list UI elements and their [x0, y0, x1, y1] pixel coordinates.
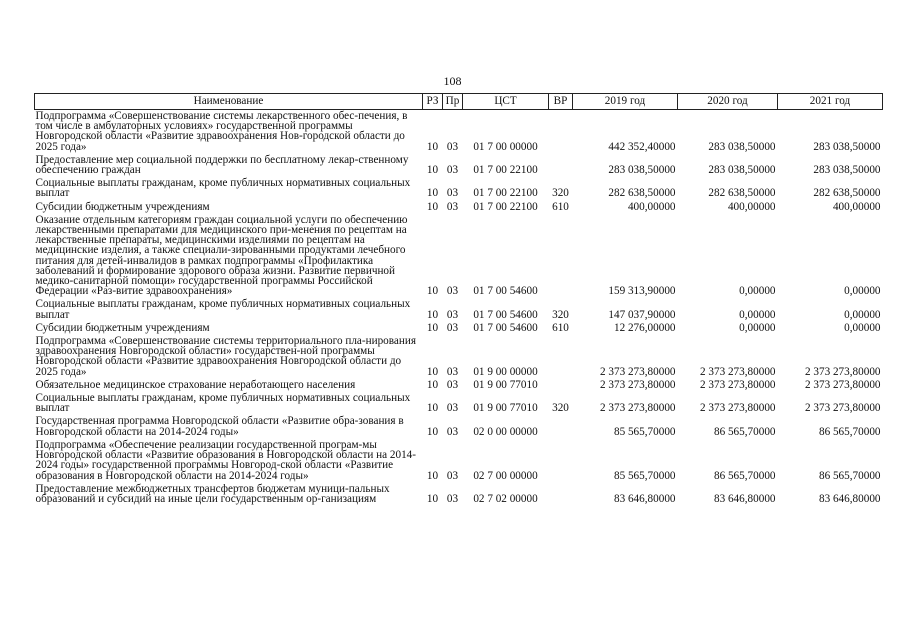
row-cst: 01 7 00 54600 [473, 321, 538, 334]
row-pr: 03 [446, 365, 459, 378]
row-name: Государственная программа Новгородской области «Развитие обра-зования в Новгородской области на 2014-2024 годы» [35, 415, 404, 438]
header-rz: РЗ [423, 94, 443, 110]
row-vr [549, 110, 573, 154]
row-name: Социальные выплаты гражданам, кроме публичных нормативных социальных выплат [35, 392, 411, 415]
table-header-row [35, 94, 883, 110]
table-row [35, 110, 883, 154]
row-cst: 01 7 00 54600 [473, 308, 538, 321]
row-value-2020: 283 038,50000 [708, 164, 776, 177]
row-name: Обязательное медицинское страхование неработающего населения [35, 378, 356, 391]
table-row [35, 379, 883, 392]
table-row [35, 214, 883, 299]
row-rz: 10 [426, 187, 439, 200]
row-cst: 01 7 00 00000 [473, 140, 538, 153]
row-value-2019: 442 352,40000 [608, 140, 676, 153]
row-name: Социальные выплаты гражданам, кроме публичных нормативных социальных выплат [35, 298, 411, 321]
row-value-2021: 86 565,70000 [818, 425, 881, 438]
row-value-2019: 400,00000 [627, 200, 676, 213]
row-rz: 10 [426, 402, 439, 415]
row-value-2019: 83 646,80000 [613, 492, 676, 505]
table-row [35, 201, 883, 214]
row-value-2019: 85 565,70000 [613, 425, 676, 438]
row-pr: 03 [446, 425, 459, 438]
row-pr: 03 [446, 402, 459, 415]
row-value-2021: 400,00000 [832, 200, 881, 213]
row-value-2019: 2 373 273,80000 [599, 378, 676, 391]
row-pr: 03 [446, 492, 459, 505]
row-vr: 320 [552, 187, 569, 200]
row-value-2020: 0,00000 [739, 308, 776, 321]
row-rz: 10 [426, 321, 439, 334]
header-vr: ВР [549, 94, 573, 110]
row-vr [549, 483, 573, 506]
row-value-2020: 283 038,50000 [708, 140, 776, 153]
row-vr [549, 379, 573, 392]
row-cst: 01 7 00 22100 [473, 164, 538, 177]
row-pr: 03 [446, 140, 459, 153]
table-row [35, 483, 883, 506]
row-rz: 10 [426, 308, 439, 321]
row-cst: 01 9 00 77010 [473, 402, 538, 415]
row-vr [549, 154, 573, 177]
header-2021: 2021 год [778, 94, 883, 110]
row-value-2020: 83 646,80000 [713, 492, 776, 505]
row-vr: 610 [552, 200, 569, 213]
row-cst: 02 0 00 00000 [473, 425, 538, 438]
row-name: Предоставление мер социальной поддержки по бесплатному лекар-ственному обеспечению граждан [35, 153, 409, 177]
row-pr: 03 [446, 164, 459, 177]
row-name: Подпрограмма «Совершенствование системы лекарственного обес-печения, в том числе в амбулаторных условиях» государственной программы Новгородской области «Развитие здравоохранения Нов-городской области до 2025 года» [35, 110, 408, 153]
row-name: Социальные выплаты гражданам, кроме публичных нормативных социальных выплат [35, 177, 411, 200]
row-rz: 10 [426, 140, 439, 153]
row-cst: 02 7 00 00000 [473, 469, 538, 482]
row-cst: 01 7 00 22100 [473, 200, 538, 213]
row-value-2021: 83 646,80000 [818, 492, 881, 505]
row-vr: 610 [552, 321, 569, 334]
row-value-2021: 0,00000 [844, 285, 881, 298]
header-name: Наименование [35, 94, 423, 110]
row-value-2021: 282 638,50000 [813, 187, 881, 200]
row-value-2020: 0,00000 [739, 321, 776, 334]
header-cst: ЦСТ [463, 94, 549, 110]
header-2019: 2019 год [573, 94, 678, 110]
header-pr: Пр [443, 94, 463, 110]
row-value-2019: 12 276,00000 [613, 321, 676, 334]
table-row [35, 392, 883, 415]
row-value-2021: 2 373 273,80000 [804, 402, 881, 415]
row-rz: 10 [426, 285, 439, 298]
row-rz: 10 [426, 200, 439, 213]
row-value-2019: 2 373 273,80000 [599, 365, 676, 378]
row-rz: 10 [426, 365, 439, 378]
row-pr: 03 [446, 378, 459, 391]
row-value-2019: 159 313,90000 [608, 285, 676, 298]
row-value-2020: 0,00000 [739, 285, 776, 298]
row-cst: 01 7 00 54600 [473, 285, 538, 298]
row-vr: 320 [552, 402, 569, 415]
row-value-2021: 0,00000 [844, 308, 881, 321]
row-name: Субсидии бюджетным учреждениям [35, 200, 210, 213]
table-row [35, 439, 883, 483]
table-row [35, 177, 883, 200]
row-value-2020: 86 565,70000 [713, 425, 776, 438]
row-name: Подпрограмма «Обеспечение реализации государственной програм-мы Новгородской области «Развитие образования в Новгородской области на 2014-2024 годы» государственной программы Новгород-ской области «Развитие образования в Новгородской области на 2014-2024 годы» [35, 438, 416, 482]
row-value-2019: 85 565,70000 [613, 469, 676, 482]
row-value-2019: 147 037,90000 [608, 308, 676, 321]
budget-table [34, 93, 883, 506]
row-pr: 03 [446, 308, 459, 321]
row-pr: 03 [446, 469, 459, 482]
header-2020: 2020 год [678, 94, 778, 110]
row-value-2020: 2 373 273,80000 [699, 365, 776, 378]
row-name: Предоставление межбюджетных трансфертов бюджетам муници-пальных образований и субсидий на иные цели государственным ор-ганизациям [35, 482, 390, 505]
row-value-2021: 283 038,50000 [813, 140, 881, 153]
row-rz: 10 [426, 164, 439, 177]
row-value-2020: 86 565,70000 [713, 469, 776, 482]
row-rz: 10 [426, 492, 439, 505]
row-value-2019: 282 638,50000 [608, 187, 676, 200]
row-value-2021: 2 373 273,80000 [804, 365, 881, 378]
table-row [35, 298, 883, 321]
row-rz: 10 [426, 469, 439, 482]
table-row [35, 415, 883, 438]
row-value-2020: 282 638,50000 [708, 187, 776, 200]
row-vr [549, 335, 573, 379]
row-name: Подпрограмма «Совершенствование системы территориального пла-нирования здравоохранения Новгородской области» государствен-ной программы Новгородской области «Развитие здравоохранения Новгородской области до 2025 года» [35, 335, 416, 378]
row-cst: 01 9 00 00000 [473, 365, 538, 378]
row-value-2021: 283 038,50000 [813, 164, 881, 177]
row-cst: 01 9 00 77010 [473, 378, 538, 391]
row-vr [549, 214, 573, 299]
row-value-2019: 283 038,50000 [608, 164, 676, 177]
row-value-2020: 400,00000 [727, 200, 776, 213]
row-vr [549, 415, 573, 438]
row-value-2021: 2 373 273,80000 [804, 378, 881, 391]
row-value-2019: 2 373 273,80000 [599, 402, 676, 415]
row-cst: 02 7 02 00000 [473, 492, 538, 505]
row-value-2020: 2 373 273,80000 [699, 378, 776, 391]
table-row [35, 154, 883, 177]
row-pr: 03 [446, 187, 459, 200]
row-value-2021: 0,00000 [844, 321, 881, 334]
row-vr: 320 [552, 308, 569, 321]
row-name: Оказание отдельным категориям граждан социальной услуги по обеспечению лекарственными препаратами для медицинского при-менения по рецептам на лекарственные препараты, медицинскими изделиями по рецептам на медицинские изделия, а также специали-зированными продуктами лечебного питания для детей-инвалидов в рамках подпрограммы «Профилактика заболеваний и формирование здорового образа жизни. Развитие первичной медико-санитарной помощи» государственной программы Российской Федерации «Раз-витие здравоохранения» [35, 213, 408, 298]
row-name: Субсидии бюджетным учреждениям [35, 321, 210, 334]
table-body [35, 110, 883, 507]
row-value-2021: 86 565,70000 [818, 469, 881, 482]
row-rz: 10 [426, 425, 439, 438]
page-number: 108 [443, 74, 462, 88]
table-row [35, 335, 883, 379]
row-rz: 10 [426, 378, 439, 391]
row-pr: 03 [446, 200, 459, 213]
table-row [35, 322, 883, 335]
row-vr [549, 439, 573, 483]
row-value-2020: 2 373 273,80000 [699, 402, 776, 415]
row-cst: 01 7 00 22100 [473, 187, 538, 200]
row-pr: 03 [446, 285, 459, 298]
row-pr: 03 [446, 321, 459, 334]
